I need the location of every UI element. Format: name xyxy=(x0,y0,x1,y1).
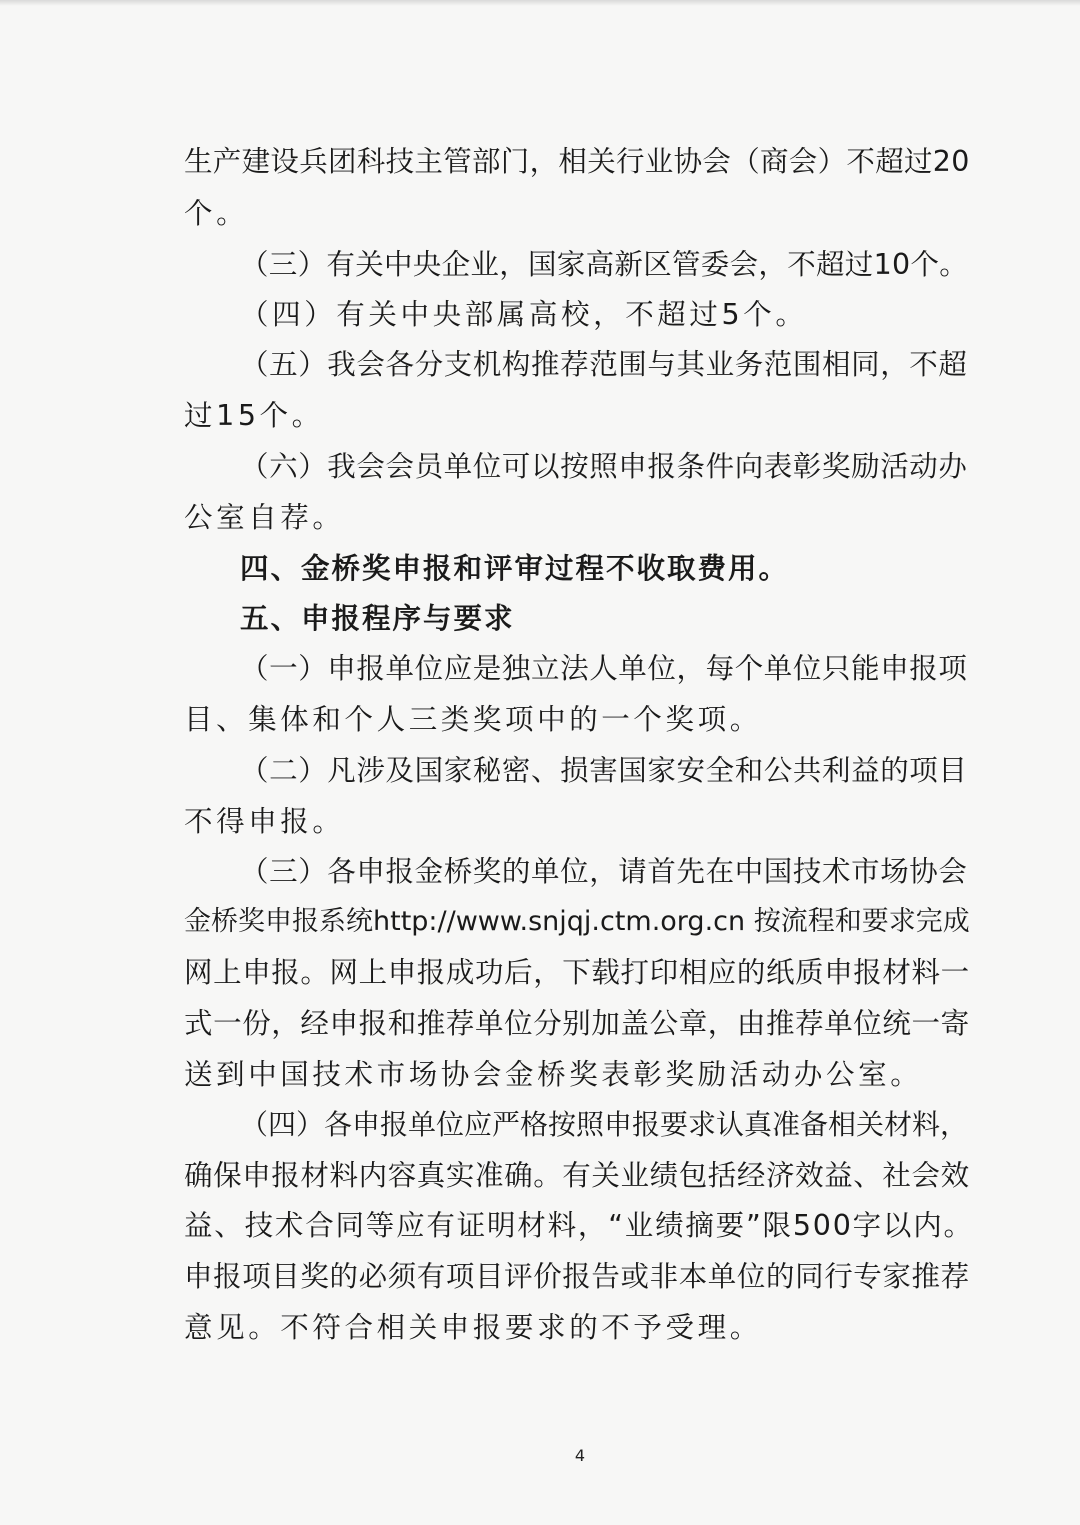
paragraph-line: 生产建设兵团科技主管部门，相关行业协会（商会）不超过20 xyxy=(184,145,970,178)
paragraph-line: 个。 xyxy=(184,197,249,230)
page-number: 4 xyxy=(574,1446,586,1465)
paragraph-line: （二）凡涉及国家秘密、损害国家安全和公共利益的项目 xyxy=(240,754,968,787)
paragraph-line: （四）有关中央部属高校，不超过5个。 xyxy=(240,298,808,331)
paragraph-line: 申报项目奖的必须有项目评价报告或非本单位的同行专家推荐 xyxy=(184,1260,970,1293)
paragraph-line: （三）各申报金桥奖的单位，请首先在中国技术市场协会 xyxy=(240,855,968,888)
paragraph-line: 确保申报材料内容真实准确。有关业绩包括经济效益、社会效 xyxy=(184,1159,970,1192)
paragraph-line: 不得申报。 xyxy=(184,805,345,838)
paragraph-line: 益、技术合同等应有证明材料，“业绩摘要”限500字以内。 xyxy=(184,1209,974,1242)
paragraph-line: （三）有关中央企业，国家高新区管委会，不超过10个。 xyxy=(240,248,969,281)
scan-edge xyxy=(0,0,1080,6)
paragraph-line: （一）申报单位应是独立法人单位，每个单位只能申报项 xyxy=(240,652,968,685)
paragraph-line: （四）各申报单位应严格按照申报要求认真准备相关材料， xyxy=(240,1108,969,1141)
paragraph-line-with-url: 金桥奖申报系统http://www.snjqj.ctm.org.cn 按流程和要求完成 xyxy=(184,906,970,937)
paragraph-line: 网上申报。网上申报成功后，下载打印相应的纸质申报材料一 xyxy=(184,956,970,989)
paragraph-line: 公室自荐。 xyxy=(184,501,345,534)
section-heading: 四、金桥奖申报和评审过程不收取费用。 xyxy=(240,552,790,585)
paragraph-line: 意见。不符合相关申报要求的不予受理。 xyxy=(184,1311,762,1344)
paragraph-line: 式一份，经申报和推荐单位分别加盖公章，由推荐单位统一寄 xyxy=(184,1007,970,1040)
paragraph-line: （五）我会各分支机构推荐范围与其业务范围相同，不超 xyxy=(240,348,968,381)
paragraph-line: 过15个。 xyxy=(184,399,324,432)
section-heading: 五、申报程序与要求 xyxy=(240,602,515,635)
paragraph-line: （六）我会会员单位可以按照申报条件向表彰奖励活动办 xyxy=(240,450,968,483)
paragraph-line: 送到中国技术市场协会金桥奖表彰奖励活动办公室。 xyxy=(184,1058,923,1091)
paragraph-line: 目、集体和个人三类奖项中的一个奖项。 xyxy=(184,703,762,736)
